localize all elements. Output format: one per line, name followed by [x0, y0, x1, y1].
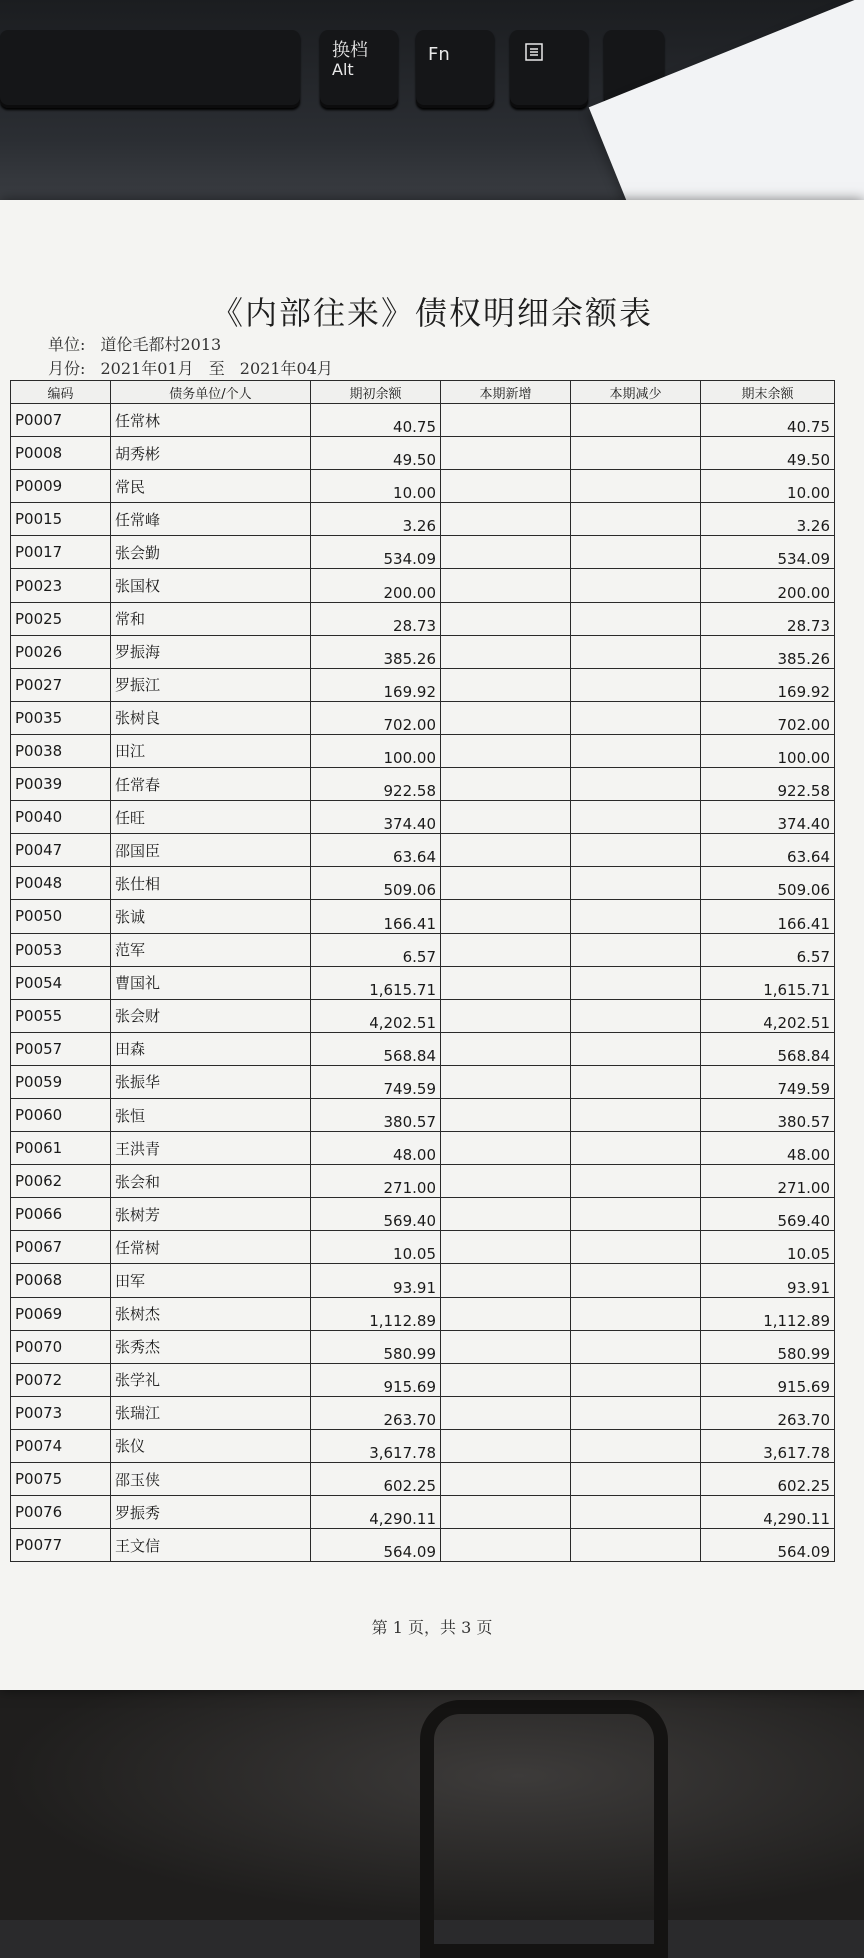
- period-label: 月份:: [48, 359, 86, 378]
- page-footer: 第 1 页，共 3 页: [371, 1618, 493, 1637]
- unit-line: [48, 332, 221, 355]
- row-debtor-name: 张仕相: [111, 867, 311, 900]
- ledger-body: [11, 404, 835, 1562]
- row-reduced: [571, 1396, 701, 1429]
- fn-key-label: Fn: [428, 44, 450, 65]
- row-code: P0077: [11, 1529, 111, 1562]
- row-debtor-name: 罗振秀: [111, 1496, 311, 1529]
- table-row: [11, 1429, 835, 1462]
- row-debtor-name: 任旺: [111, 801, 311, 834]
- row-debtor-name: 张学礼: [111, 1363, 311, 1396]
- row-reduced: [571, 999, 701, 1032]
- row-debtor-name: 张仪: [111, 1429, 311, 1462]
- row-debtor-name: 张会勤: [111, 536, 311, 569]
- row-added: [441, 1429, 571, 1462]
- row-opening-balance: 534.09: [311, 536, 441, 569]
- row-added: [441, 1264, 571, 1297]
- row-opening-balance: 4,290.11: [311, 1496, 441, 1529]
- row-code: P0062: [11, 1165, 111, 1198]
- row-debtor-name: 张会和: [111, 1165, 311, 1198]
- row-opening-balance: 374.40: [311, 801, 441, 834]
- row-code: P0039: [11, 768, 111, 801]
- row-added: [441, 900, 571, 933]
- row-debtor-name: 张振华: [111, 1065, 311, 1098]
- row-added: [441, 834, 571, 867]
- row-added: [441, 801, 571, 834]
- row-closing-balance: 385.26: [701, 635, 835, 668]
- alt-key: [320, 30, 398, 108]
- row-code: P0047: [11, 834, 111, 867]
- row-opening-balance: 93.91: [311, 1264, 441, 1297]
- table-row: [11, 1098, 835, 1131]
- row-closing-balance: 6.57: [701, 933, 835, 966]
- table-row: [11, 635, 835, 668]
- col-header-code: 编码: [11, 381, 111, 404]
- row-debtor-name: 邵国臣: [111, 834, 311, 867]
- row-closing-balance: 564.09: [701, 1529, 835, 1562]
- row-added: [441, 470, 571, 503]
- row-opening-balance: 200.00: [311, 569, 441, 602]
- row-opening-balance: 49.50: [311, 437, 441, 470]
- row-reduced: [571, 1231, 701, 1264]
- row-code: P0007: [11, 404, 111, 437]
- row-debtor-name: 张秀杰: [111, 1330, 311, 1363]
- row-debtor-name: 胡秀彬: [111, 437, 311, 470]
- table-row: [11, 867, 835, 900]
- row-debtor-name: 张瑞江: [111, 1396, 311, 1429]
- row-closing-balance: 4,290.11: [701, 1496, 835, 1529]
- row-opening-balance: 915.69: [311, 1363, 441, 1396]
- table-row: [11, 801, 835, 834]
- row-added: [441, 635, 571, 668]
- table-row: [11, 1198, 835, 1231]
- menu-icon: [524, 42, 544, 62]
- row-debtor-name: 张国权: [111, 569, 311, 602]
- table-row: [11, 701, 835, 734]
- document-title: 《内部往来》债权明细余额表: [210, 294, 653, 332]
- row-debtor-name: 常民: [111, 470, 311, 503]
- row-code: P0027: [11, 668, 111, 701]
- row-reduced: [571, 1529, 701, 1562]
- row-closing-balance: 580.99: [701, 1330, 835, 1363]
- row-opening-balance: 749.59: [311, 1065, 441, 1098]
- row-added: [441, 1032, 571, 1065]
- period-line: [48, 356, 333, 379]
- table-row: [11, 1032, 835, 1065]
- row-reduced: [571, 1165, 701, 1198]
- row-reduced: [571, 536, 701, 569]
- row-code: P0069: [11, 1297, 111, 1330]
- row-reduced: [571, 966, 701, 999]
- row-reduced: [571, 437, 701, 470]
- row-closing-balance: 169.92: [701, 668, 835, 701]
- row-closing-balance: 63.64: [701, 834, 835, 867]
- row-added: [441, 867, 571, 900]
- row-closing-balance: 568.84: [701, 1032, 835, 1065]
- row-code: P0068: [11, 1264, 111, 1297]
- row-code: P0059: [11, 1065, 111, 1098]
- row-added: [441, 1065, 571, 1098]
- row-code: P0061: [11, 1132, 111, 1165]
- period-from: 2021年01月: [100, 359, 194, 378]
- row-closing-balance: 49.50: [701, 437, 835, 470]
- table-row: [11, 1065, 835, 1098]
- row-opening-balance: 40.75: [311, 404, 441, 437]
- row-debtor-name: 邵玉侠: [111, 1463, 311, 1496]
- row-opening-balance: 10.05: [311, 1231, 441, 1264]
- table-row: [11, 1396, 835, 1429]
- unit-value: 道伦毛都村2013: [100, 335, 222, 354]
- row-code: P0060: [11, 1098, 111, 1131]
- row-debtor-name: 张诚: [111, 900, 311, 933]
- col-header-added: 本期新增: [441, 381, 571, 404]
- table-row: [11, 1165, 835, 1198]
- row-reduced: [571, 701, 701, 734]
- row-opening-balance: 3.26: [311, 503, 441, 536]
- row-code: P0025: [11, 602, 111, 635]
- row-closing-balance: 10.05: [701, 1231, 835, 1264]
- row-added: [441, 1529, 571, 1562]
- row-code: P0067: [11, 1231, 111, 1264]
- row-reduced: [571, 933, 701, 966]
- row-opening-balance: 10.00: [311, 470, 441, 503]
- bag-handle: [420, 1700, 668, 1958]
- row-closing-balance: 28.73: [701, 602, 835, 635]
- row-closing-balance: 4,202.51: [701, 999, 835, 1032]
- row-debtor-name: 范军: [111, 933, 311, 966]
- table-row: [11, 1297, 835, 1330]
- row-opening-balance: 564.09: [311, 1529, 441, 1562]
- row-code: P0015: [11, 503, 111, 536]
- row-closing-balance: 263.70: [701, 1396, 835, 1429]
- col-header-opening: 期初余额: [311, 381, 441, 404]
- row-reduced: [571, 734, 701, 767]
- row-opening-balance: 509.06: [311, 867, 441, 900]
- row-added: [441, 966, 571, 999]
- row-code: P0070: [11, 1330, 111, 1363]
- row-code: P0009: [11, 470, 111, 503]
- row-reduced: [571, 1065, 701, 1098]
- row-closing-balance: 100.00: [701, 734, 835, 767]
- row-reduced: [571, 1132, 701, 1165]
- row-opening-balance: 4,202.51: [311, 999, 441, 1032]
- row-code: P0040: [11, 801, 111, 834]
- menu-key: [510, 30, 588, 108]
- row-added: [441, 1496, 571, 1529]
- row-closing-balance: 3.26: [701, 503, 835, 536]
- row-debtor-name: 任常春: [111, 768, 311, 801]
- row-debtor-name: 张会财: [111, 999, 311, 1032]
- row-closing-balance: 3,617.78: [701, 1429, 835, 1462]
- table-row: [11, 1496, 835, 1529]
- row-added: [441, 1463, 571, 1496]
- row-reduced: [571, 1330, 701, 1363]
- row-opening-balance: 580.99: [311, 1330, 441, 1363]
- row-reduced: [571, 1032, 701, 1065]
- row-debtor-name: 田江: [111, 734, 311, 767]
- row-added: [441, 1396, 571, 1429]
- row-reduced: [571, 503, 701, 536]
- row-closing-balance: 749.59: [701, 1065, 835, 1098]
- row-reduced: [571, 569, 701, 602]
- table-row: [11, 999, 835, 1032]
- table-row: [11, 768, 835, 801]
- row-debtor-name: 张树良: [111, 701, 311, 734]
- row-code: P0008: [11, 437, 111, 470]
- row-opening-balance: 602.25: [311, 1463, 441, 1496]
- keyboard: [0, 0, 864, 200]
- row-debtor-name: 任常林: [111, 404, 311, 437]
- alt-key-top-label: 换档: [332, 40, 368, 61]
- row-opening-balance: 100.00: [311, 734, 441, 767]
- table-row: [11, 1330, 835, 1363]
- col-header-closing: 期末余额: [701, 381, 835, 404]
- row-reduced: [571, 1496, 701, 1529]
- row-reduced: [571, 668, 701, 701]
- row-debtor-name: 任常峰: [111, 503, 311, 536]
- row-closing-balance: 922.58: [701, 768, 835, 801]
- row-code: P0057: [11, 1032, 111, 1065]
- table-row: [11, 1529, 835, 1562]
- row-added: [441, 668, 571, 701]
- fn-key: [416, 30, 494, 108]
- row-opening-balance: 63.64: [311, 834, 441, 867]
- row-opening-balance: 263.70: [311, 1396, 441, 1429]
- row-reduced: [571, 834, 701, 867]
- row-closing-balance: 48.00: [701, 1132, 835, 1165]
- table-row: [11, 734, 835, 767]
- ledger-sheet: [0, 200, 864, 1690]
- table-row: [11, 569, 835, 602]
- row-code: P0026: [11, 635, 111, 668]
- row-closing-balance: 271.00: [701, 1165, 835, 1198]
- table-row: [11, 1264, 835, 1297]
- row-closing-balance: 602.25: [701, 1463, 835, 1496]
- row-code: P0054: [11, 966, 111, 999]
- row-reduced: [571, 1297, 701, 1330]
- row-code: P0073: [11, 1396, 111, 1429]
- row-debtor-name: 张树杰: [111, 1297, 311, 1330]
- row-opening-balance: 271.00: [311, 1165, 441, 1198]
- row-added: [441, 1363, 571, 1396]
- row-debtor-name: 任常树: [111, 1231, 311, 1264]
- row-code: P0075: [11, 1463, 111, 1496]
- row-added: [441, 602, 571, 635]
- row-added: [441, 999, 571, 1032]
- row-opening-balance: 380.57: [311, 1098, 441, 1131]
- table-row: [11, 404, 835, 437]
- row-opening-balance: 569.40: [311, 1198, 441, 1231]
- table-row: [11, 668, 835, 701]
- row-code: P0055: [11, 999, 111, 1032]
- row-added: [441, 1165, 571, 1198]
- row-added: [441, 1098, 571, 1131]
- row-closing-balance: 1,615.71: [701, 966, 835, 999]
- row-opening-balance: 6.57: [311, 933, 441, 966]
- row-debtor-name: 王洪青: [111, 1132, 311, 1165]
- row-added: [441, 701, 571, 734]
- row-added: [441, 536, 571, 569]
- table-row: [11, 1231, 835, 1264]
- row-closing-balance: 10.00: [701, 470, 835, 503]
- table-row: [11, 602, 835, 635]
- row-debtor-name: 曹国礼: [111, 966, 311, 999]
- ledger-table: [10, 380, 835, 1562]
- row-code: P0072: [11, 1363, 111, 1396]
- table-row: [11, 1463, 835, 1496]
- row-added: [441, 1231, 571, 1264]
- row-closing-balance: 166.41: [701, 900, 835, 933]
- row-code: P0066: [11, 1198, 111, 1231]
- row-closing-balance: 569.40: [701, 1198, 835, 1231]
- row-reduced: [571, 1463, 701, 1496]
- row-reduced: [571, 602, 701, 635]
- row-opening-balance: 1,112.89: [311, 1297, 441, 1330]
- row-added: [441, 1198, 571, 1231]
- row-reduced: [571, 470, 701, 503]
- table-row: [11, 1363, 835, 1396]
- row-code: P0053: [11, 933, 111, 966]
- table-row: [11, 966, 835, 999]
- row-reduced: [571, 1198, 701, 1231]
- period-to-word: 至: [208, 359, 225, 378]
- row-opening-balance: 922.58: [311, 768, 441, 801]
- row-reduced: [571, 1429, 701, 1462]
- row-opening-balance: 702.00: [311, 701, 441, 734]
- row-closing-balance: 534.09: [701, 536, 835, 569]
- row-reduced: [571, 404, 701, 437]
- table-row: [11, 1132, 835, 1165]
- row-added: [441, 503, 571, 536]
- row-opening-balance: 568.84: [311, 1032, 441, 1065]
- row-opening-balance: 1,615.71: [311, 966, 441, 999]
- row-closing-balance: 374.40: [701, 801, 835, 834]
- table-row: [11, 470, 835, 503]
- row-closing-balance: 1,112.89: [701, 1297, 835, 1330]
- col-header-debtor: 债务单位/个人: [111, 381, 311, 404]
- table-row: [11, 933, 835, 966]
- col-header-reduced: 本期减少: [571, 381, 701, 404]
- row-opening-balance: 166.41: [311, 900, 441, 933]
- row-opening-balance: 48.00: [311, 1132, 441, 1165]
- row-reduced: [571, 1098, 701, 1131]
- row-added: [441, 768, 571, 801]
- row-added: [441, 1297, 571, 1330]
- row-closing-balance: 40.75: [701, 404, 835, 437]
- row-code: P0023: [11, 569, 111, 602]
- unit-label: 单位:: [48, 335, 86, 354]
- row-debtor-name: 田军: [111, 1264, 311, 1297]
- row-closing-balance: 380.57: [701, 1098, 835, 1131]
- row-debtor-name: 王文信: [111, 1529, 311, 1562]
- row-closing-balance: 200.00: [701, 569, 835, 602]
- row-debtor-name: 罗振江: [111, 668, 311, 701]
- key-blank-wide: [0, 30, 300, 108]
- row-closing-balance: 93.91: [701, 1264, 835, 1297]
- row-code: P0038: [11, 734, 111, 767]
- row-reduced: [571, 1363, 701, 1396]
- alt-key-bottom-label: Alt: [332, 60, 354, 79]
- row-code: P0050: [11, 900, 111, 933]
- row-debtor-name: 田森: [111, 1032, 311, 1065]
- row-code: P0017: [11, 536, 111, 569]
- row-reduced: [571, 801, 701, 834]
- row-reduced: [571, 635, 701, 668]
- row-opening-balance: 28.73: [311, 602, 441, 635]
- row-closing-balance: 509.06: [701, 867, 835, 900]
- row-opening-balance: 169.92: [311, 668, 441, 701]
- row-added: [441, 569, 571, 602]
- row-reduced: [571, 867, 701, 900]
- row-closing-balance: 915.69: [701, 1363, 835, 1396]
- row-debtor-name: 张恒: [111, 1098, 311, 1131]
- row-closing-balance: 702.00: [701, 701, 835, 734]
- row-debtor-name: 罗振海: [111, 635, 311, 668]
- row-reduced: [571, 768, 701, 801]
- row-debtor-name: 张树芳: [111, 1198, 311, 1231]
- row-added: [441, 1132, 571, 1165]
- period-to: 2021年04月: [239, 359, 333, 378]
- row-added: [441, 437, 571, 470]
- row-opening-balance: 3,617.78: [311, 1429, 441, 1462]
- row-debtor-name: 常和: [111, 602, 311, 635]
- row-code: P0035: [11, 701, 111, 734]
- table-row: [11, 437, 835, 470]
- table-row: [11, 834, 835, 867]
- row-reduced: [571, 900, 701, 933]
- row-opening-balance: 385.26: [311, 635, 441, 668]
- row-added: [441, 1330, 571, 1363]
- row-code: P0048: [11, 867, 111, 900]
- row-code: P0076: [11, 1496, 111, 1529]
- table-row: [11, 503, 835, 536]
- row-reduced: [571, 1264, 701, 1297]
- row-added: [441, 734, 571, 767]
- header-row: [11, 381, 835, 404]
- table-row: [11, 900, 835, 933]
- row-added: [441, 933, 571, 966]
- table-row: [11, 536, 835, 569]
- row-added: [441, 404, 571, 437]
- row-code: P0074: [11, 1429, 111, 1462]
